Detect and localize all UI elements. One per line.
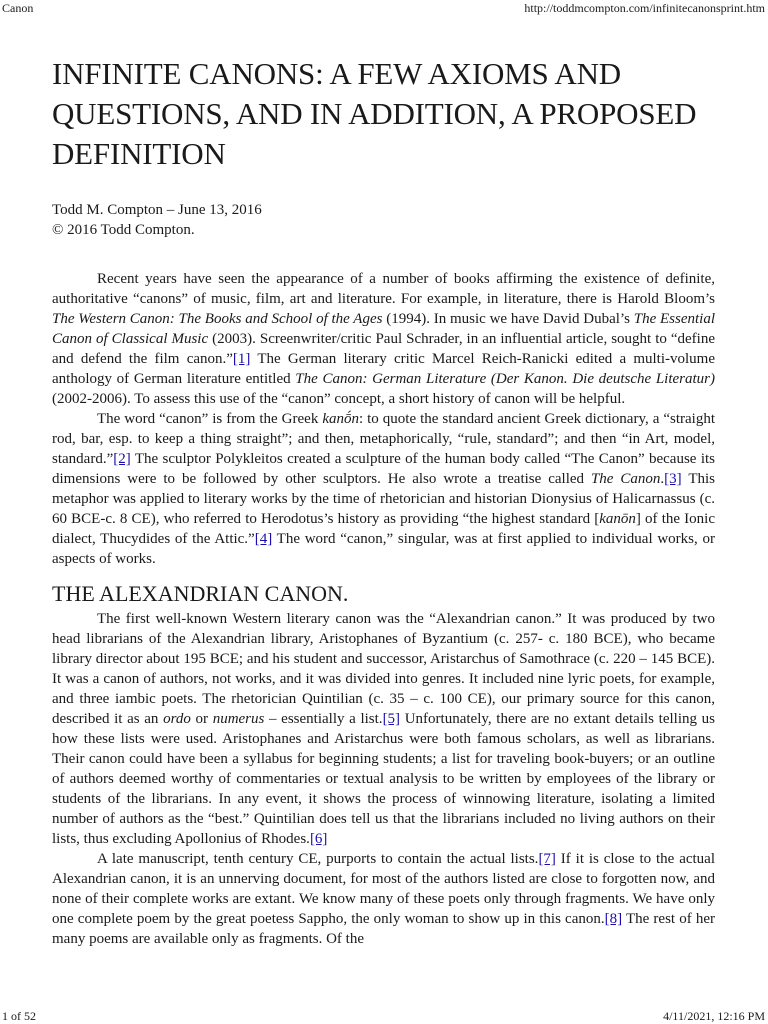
- book-title: The Canon: German Literature (Der Kanon. Die deutsche Literatur): [295, 371, 716, 387]
- author-date: Todd M. Compton – June 13, 2016: [52, 202, 262, 218]
- latin-term: numerus: [212, 711, 265, 727]
- section-heading: THE ALEXANDRIAN CANON.: [52, 581, 349, 606]
- footnote-link-3[interactable]: [3]: [664, 471, 682, 487]
- book-title: The Essential Canon of Classical Music: [52, 311, 715, 347]
- article-title: INFINITE CANONS: A FEW AXIOMS AND QUESTIONS, AND IN ADDITION, A PROPOSED DEFINITION: [52, 56, 697, 171]
- print-footer: [0, 1008, 768, 1024]
- paragraph-1: Recent years have seen the appearance of a number of books affirming the existence of definite, authoritative “canons” of music, film, art and literature. For example, in literature, there is Harold Bloom’s The Western Canon: The Books and School of the Ages (1994). In music we have David Dubal’s The Essential Canon of Classical Music (2003). Screenwriter/critic Paul Schrader, in an influential article, sought to “define and defend the film canon.”[1] The German literary critic Marcel Reich-Ranicki edited a multi-volume anthology of German literature entitled The Canon: German Literature (Der Kanon. Die deutsche Literatur) (2002-2006). To assess this use of the “canon” concept, a short history of canon will be helpful.: [52, 271, 716, 407]
- header-page-title: Canon: [2, 1, 34, 15]
- paragraph-3: The first well-known Western literary canon was the “Alexandrian canon.” It was produced by two head librarians of the Alexandrian library, Aristophanes of Byzantium (c. 257- c. 180 BCE), who became library director about 195 BCE; and his student and successor, Aristarchus of Samothrace (c. 220 – 145 BCE). It was a canon of authors, not works, and it was divided into genres. It included nine lyric poets, for example, and three iambic poets. The rhetorician Quintilian (c. 35 – c. 100 CE), our primary source for this canon, described it as an ordo or numerus – essentially a list.[5] Unfortunately, there are no extant details telling us how these lists were used. Aristophanes and Aristarchus were both famous scholars, as well as librarians. Their canon could have been a syllabus for beginning students; a list for traveling book-buyers; or an outline of authors deemed worthy of commentaries or textual analysis to be written by employees of the library or students of the librarians. In any event, it shows the process of winnowing literature, isolating a limited number of authors as the “best.” Quintilian does tell us that the librarians included no living authors on their lists, thus excluding Apollonius of Rhodes.[6]: [52, 611, 715, 847]
- paragraph-4: A late manuscript, tenth century CE, purports to contain the actual lists.[7] If it is close to the actual Alexandrian canon, it is an unnerving document, for most of the authors listed are close to forgotten now, and none of their complete works are extant. We know many of these poets only through fragments. We have only one complete poem by the great poetess Sappho, the only woman to show up in this canon.[8] The rest of her many poems are available only as fragments. Of the: [52, 851, 716, 947]
- footnote-link-6[interactable]: [6]: [309, 831, 328, 847]
- latin-term: ordo: [163, 711, 191, 727]
- page-counter: 1 of 52: [2, 1009, 36, 1023]
- book-title: The Western Canon: The Books and School of the Ages: [52, 311, 383, 327]
- header-url: http://toddmcompton.com/infinitecanonsprint.htm: [524, 1, 765, 15]
- print-header: [0, 0, 768, 16]
- greek-term: kanōn: [599, 511, 636, 527]
- greek-term: kanṓn: [322, 411, 359, 427]
- work-title: The Canon: [590, 471, 661, 487]
- article: [52, 54, 715, 949]
- footnote-link-7[interactable]: [7]: [538, 851, 556, 867]
- footnote-link-4[interactable]: [4]: [254, 531, 273, 547]
- print-timestamp: 4/11/2021, 12:16 PM: [663, 1009, 765, 1023]
- byline: [52, 200, 715, 240]
- paragraph-2: The word “canon” is from the Greek kanṓn: to quote the standard ancient Greek dictionary, a “straight rod, bar, esp. to keep a thing straight”; and then, metaphorically, “rule, standard”; and then “in Art, model, standard.”[2] The sculptor Polykleitos created a sculpture of the human body called “The Canon” because its dimensions were to be followed by other sculptors. He also wrote a treatise called The Canon.[3] This metaphor was applied to literary works by the time of rhetorician and historian Dionysius of Halicarnassus (c. 60 BCE-c. 8 CE), who referred to Herodotus’s history as providing “the highest standard [kanōn] of the Ionic dialect, Thucydides of the Attic.”[4] The word “canon,” singular, was at first applied to individual works, or aspects of works.: [52, 411, 715, 567]
- footnote-link-1[interactable]: [1]: [232, 351, 251, 367]
- footnote-link-2[interactable]: [2]: [113, 451, 131, 467]
- footnote-link-5[interactable]: [5]: [382, 711, 401, 727]
- copyright: © 2016 Todd Compton.: [52, 222, 195, 238]
- footnote-link-8[interactable]: [8]: [604, 911, 623, 927]
